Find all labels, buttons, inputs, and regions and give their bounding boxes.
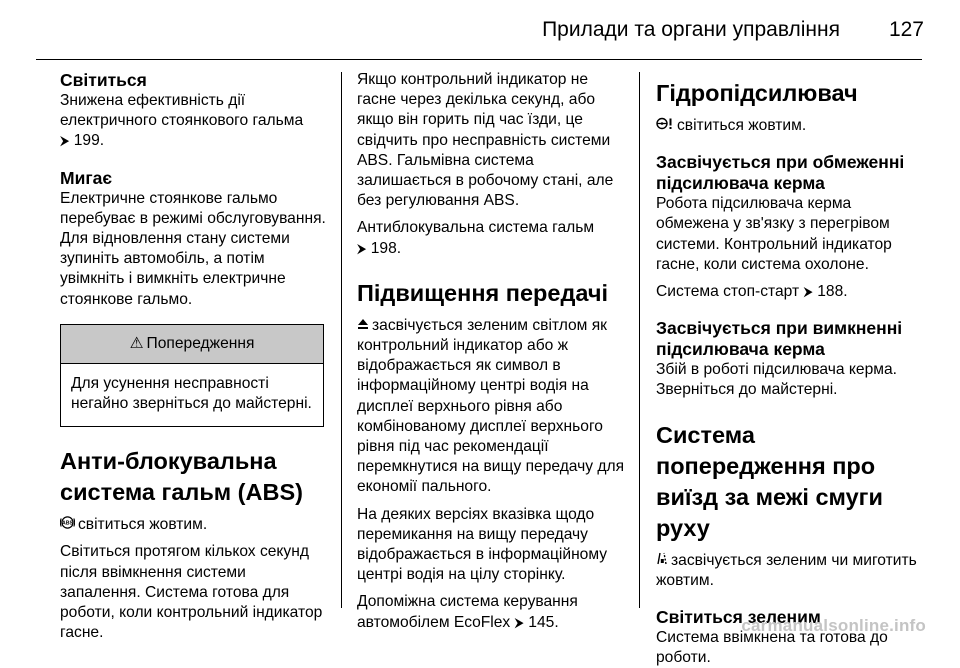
off-heading: Засвічується при вимкненні підсилювача керма	[656, 318, 903, 360]
warning-box	[60, 324, 324, 427]
lit-ref[interactable]: 199.	[73, 132, 105, 150]
ecoflex-ref[interactable]: 145.	[528, 613, 559, 631]
arrow-reference-icon: ⮞	[803, 284, 813, 300]
abs-ref-text: Антиблокувальна система гальм	[357, 219, 595, 237]
flash-heading: Мигає	[60, 167, 113, 188]
page-header-title: Прилади та органи управління	[542, 18, 840, 41]
column-2	[357, 70, 629, 633]
abs-ref-page[interactable]: 198.	[370, 239, 402, 257]
off-text: Збій в роботі підсилювача керма. Зверніться до майстерні.	[656, 361, 897, 399]
upshift-paragraph	[357, 316, 629, 498]
upshift-indicator-icon	[357, 316, 369, 336]
column-divider-1	[341, 72, 342, 608]
warning-title: Попередження	[146, 334, 255, 352]
power-steering-heading: Гідропідсилювач	[656, 80, 858, 106]
arrow-reference-icon: ⮞	[514, 614, 524, 630]
page-number: 127	[888, 18, 924, 41]
upshift-text: засвічується зеленим світлом як контрольний індикатор або ж відображається як символ в інформаційному центрі водія на дисплеї верхнього рівня або комбінованому дисплеї верхнього рівня під час рекомендації перемкнутися на вищу передачу для економії пального.	[357, 316, 625, 496]
arrow-reference-icon: ⮞	[60, 133, 70, 149]
stopstart-text: Система стоп-старт	[656, 283, 800, 301]
upshift-note: На деяких версіях вказівка щодо перемикання на вищу передачу відображається в інформаційному центрі водія на цілу сторінку.	[357, 505, 608, 584]
column-3	[656, 78, 922, 668]
green-text: Система ввімкнена та готова до роботи.	[656, 629, 888, 667]
watermark: carmanualsonline.info	[741, 616, 926, 635]
stopstart-ref[interactable]: 188.	[817, 283, 848, 301]
lit-text: Знижена ефективність дії електричного стоянкового гальма	[60, 92, 304, 130]
header-divider	[36, 59, 922, 60]
flash-text: Електричне стоянкове гальмо перебуває в режимі обслуговування. Для відновлення стану системи зупиніть автомобіль, а потім увімкніть і вимкніть електричне стоянкове гальмо.	[60, 189, 326, 308]
lane-heading: Система попередження про виїзд за межі смуги руху	[656, 421, 883, 541]
stopstart-reference	[656, 282, 922, 302]
abs-reference	[357, 218, 629, 258]
lit-paragraph	[60, 91, 328, 152]
arrow-reference-icon: ⮞	[357, 240, 367, 256]
abs-text: Світиться протягом кількох секунд після ввімкнення системи запалення. Система готова для роботи, коли контрольний індикатор гасне.	[60, 543, 323, 642]
warning-triangle-icon: ⚠	[129, 334, 144, 352]
abs-indicator-icon	[60, 515, 75, 535]
abs-lit-paragraph	[60, 515, 328, 535]
column-divider-2	[639, 72, 640, 608]
power-steering-lit-paragraph	[656, 116, 922, 136]
abs-continued-text: Якщо контрольний індикатор не гасне через декілька секунд, або якщо він горить під час їзди, це свідчить про несправність системи ABS. Гальмівна система залишається в робочому стані, але без регулювання ABS.	[357, 71, 614, 210]
lane-departure-indicator-icon	[656, 551, 668, 571]
power-steering-lit-text: світиться жовтим.	[677, 117, 807, 134]
warning-header	[61, 325, 323, 364]
lit-heading: Світиться	[60, 70, 147, 90]
ecoflex-reference	[357, 592, 629, 632]
abs-lit-text: світиться жовтим.	[78, 516, 208, 534]
power-steering-indicator-icon	[656, 116, 674, 136]
lane-paragraph	[656, 551, 922, 591]
limited-text: Робота підсилювача керма обмежена у зв'язку з перегрівом системи. Контрольний індикатор гасне, коли система охолоне.	[656, 195, 892, 273]
abs-heading: Анти-блокувальна система гальм (ABS)	[60, 448, 303, 506]
svg-text:ABS: ABS	[62, 520, 73, 527]
warning-body: Для усунення несправності негайно зверніться до майстерні.	[71, 374, 312, 413]
upshift-heading: Підвищення передачі	[357, 279, 609, 306]
green-heading: Світиться зеленим	[656, 607, 821, 628]
ecoflex-text: Допоміжна система керування автомобілем EcoFlex	[357, 593, 578, 631]
column-1	[60, 70, 328, 643]
lane-text: засвічується зеленим чи миготить жовтим.	[656, 551, 917, 589]
limited-heading: Засвічується при обмеженні підсилювача керма	[656, 152, 905, 194]
